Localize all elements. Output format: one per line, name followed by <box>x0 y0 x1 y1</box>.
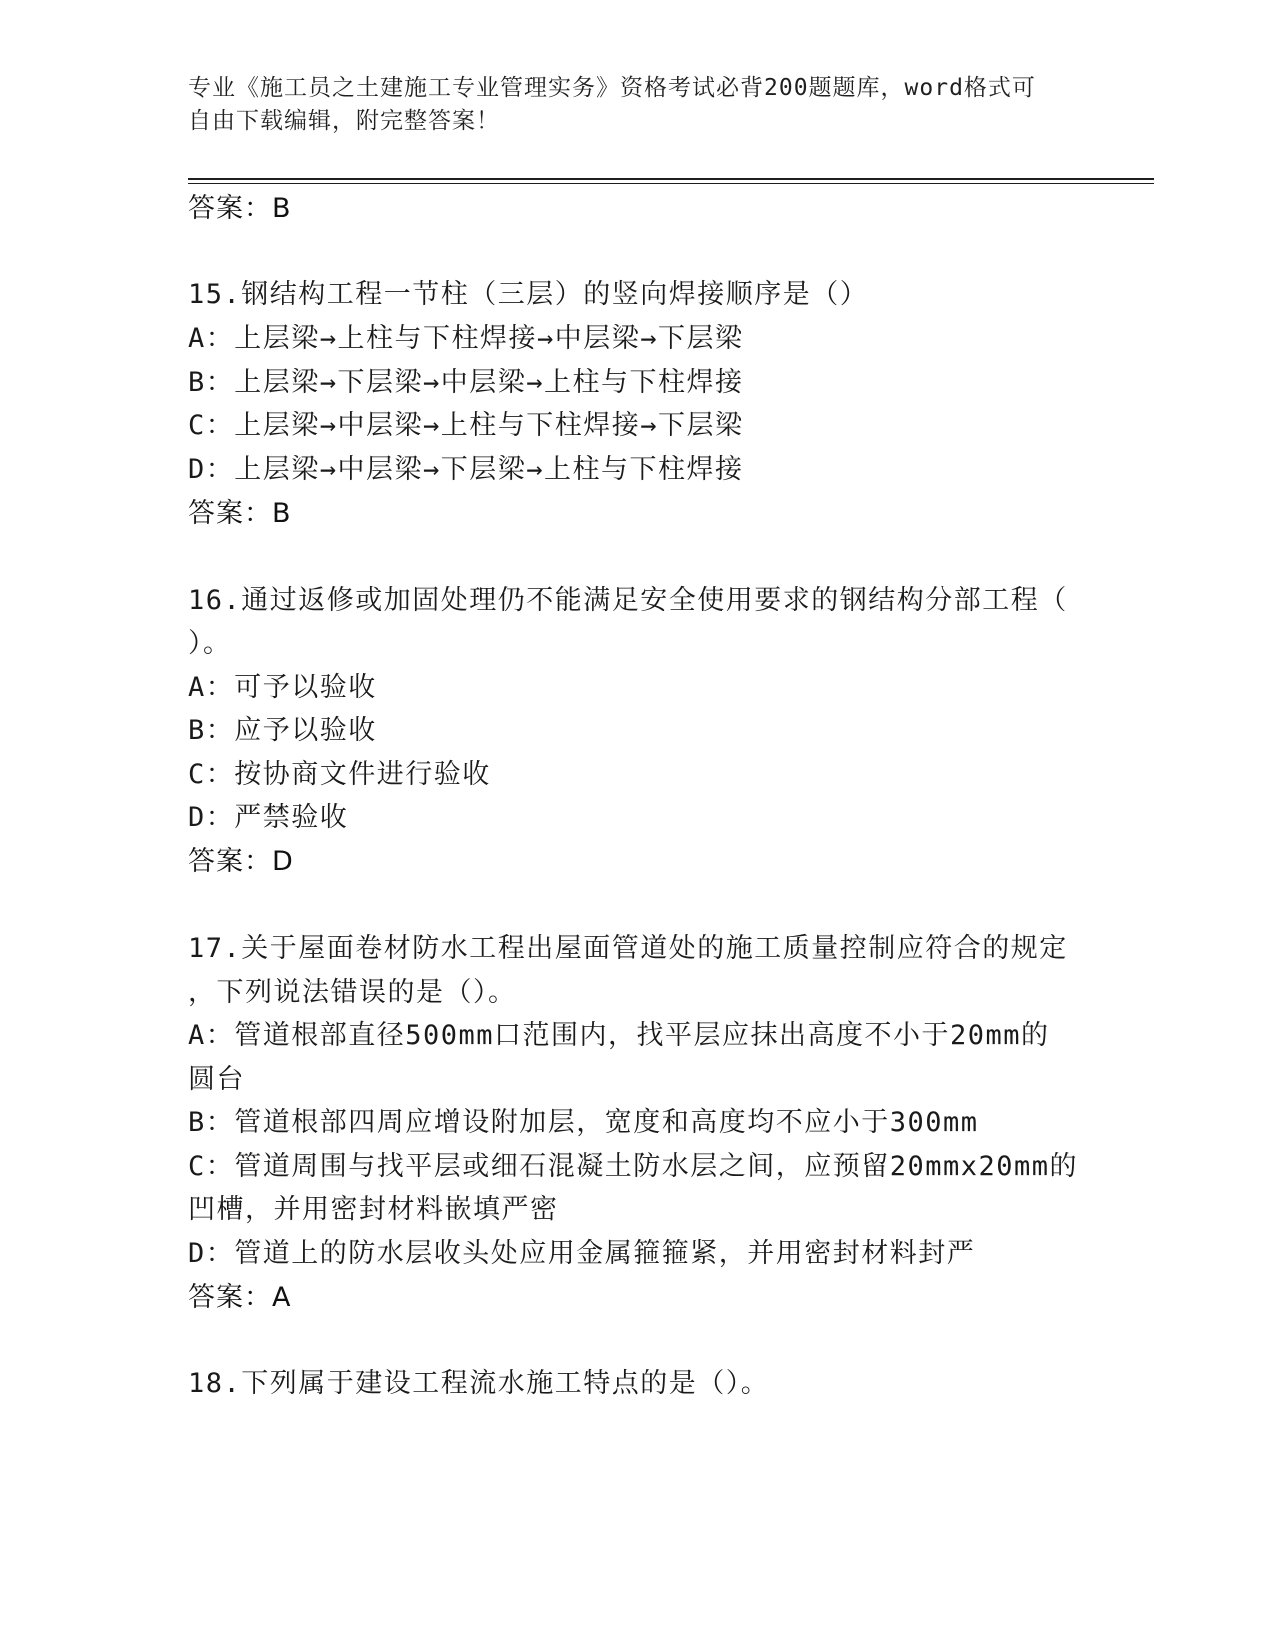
header-title-line-1: 专业《施工员之土建施工专业管理实务》资格考试必背200题题库，word格式可 <box>188 75 1036 101</box>
question-15-option-b: B：上层梁→下层梁→中层梁→上柱与下柱焊接 <box>188 367 744 398</box>
question-16-stem-line-2: ）。 <box>188 628 232 659</box>
question-15-option-d: D：上层梁→中层梁→下层梁→上柱与下柱焊接 <box>188 454 744 485</box>
header-divider <box>188 178 1154 180</box>
question-18-stem: 18.下列属于建设工程流水施工特点的是（）。 <box>188 1368 770 1399</box>
question-15-option-c: C：上层梁→中层梁→上柱与下柱焊接→下层梁 <box>188 410 744 441</box>
question-17-stem-line-1: 17.关于屋面卷材防水工程出屋面管道处的施工质量控制应符合的规定 <box>188 933 1068 964</box>
answer-16: 答案：D <box>188 846 294 877</box>
page-header <box>188 72 1068 138</box>
question-17-option-b: B：管道根部四周应增设附加层，宽度和高度均不应小于300mm <box>188 1107 979 1138</box>
question-17-option-a-line-2: 圆台 <box>188 1064 245 1095</box>
question-16-option-a: A：可予以验收 <box>188 672 377 703</box>
answer-17: 答案：A <box>188 1282 292 1313</box>
question-17-option-d: D：管道上的防水层收头处应用金属箍箍紧，并用密封材料封严 <box>188 1238 976 1269</box>
question-16-option-c: C：按协商文件进行验收 <box>188 759 491 790</box>
question-17-option-a-line-1: A：管道根部直径500mm口范围内，找平层应抹出高度不小于20mm的 <box>188 1020 1050 1051</box>
question-17-option-c-line-2: 凹槽，并用密封材料嵌填严密 <box>188 1194 559 1225</box>
answer-14: 答案：B <box>188 193 292 224</box>
header-divider-thin <box>188 183 1154 184</box>
question-15-stem: 15.钢结构工程一节柱（三层）的竖向焊接顺序是（） <box>188 279 869 310</box>
question-16-option-d: D：严禁验收 <box>188 802 349 833</box>
answer-15: 答案：B <box>188 498 292 529</box>
question-17-stem-line-2: ，下列说法错误的是（）。 <box>188 977 517 1008</box>
question-17-option-c-line-1: C：管道周围与找平层或细石混凝土防水层之间，应预留20mmx20mm的 <box>188 1151 1079 1182</box>
question-16-stem-line-1: 16.通过返修或加固处理仍不能满足安全使用要求的钢结构分部工程（ <box>188 585 1068 616</box>
header-title-line-2: 自由下载编辑，附完整答案！ <box>188 108 500 134</box>
question-16-option-b: B：应予以验收 <box>188 715 377 746</box>
question-15-option-a: A：上层梁→上柱与下柱焊接→中层梁→下层梁 <box>188 323 744 354</box>
